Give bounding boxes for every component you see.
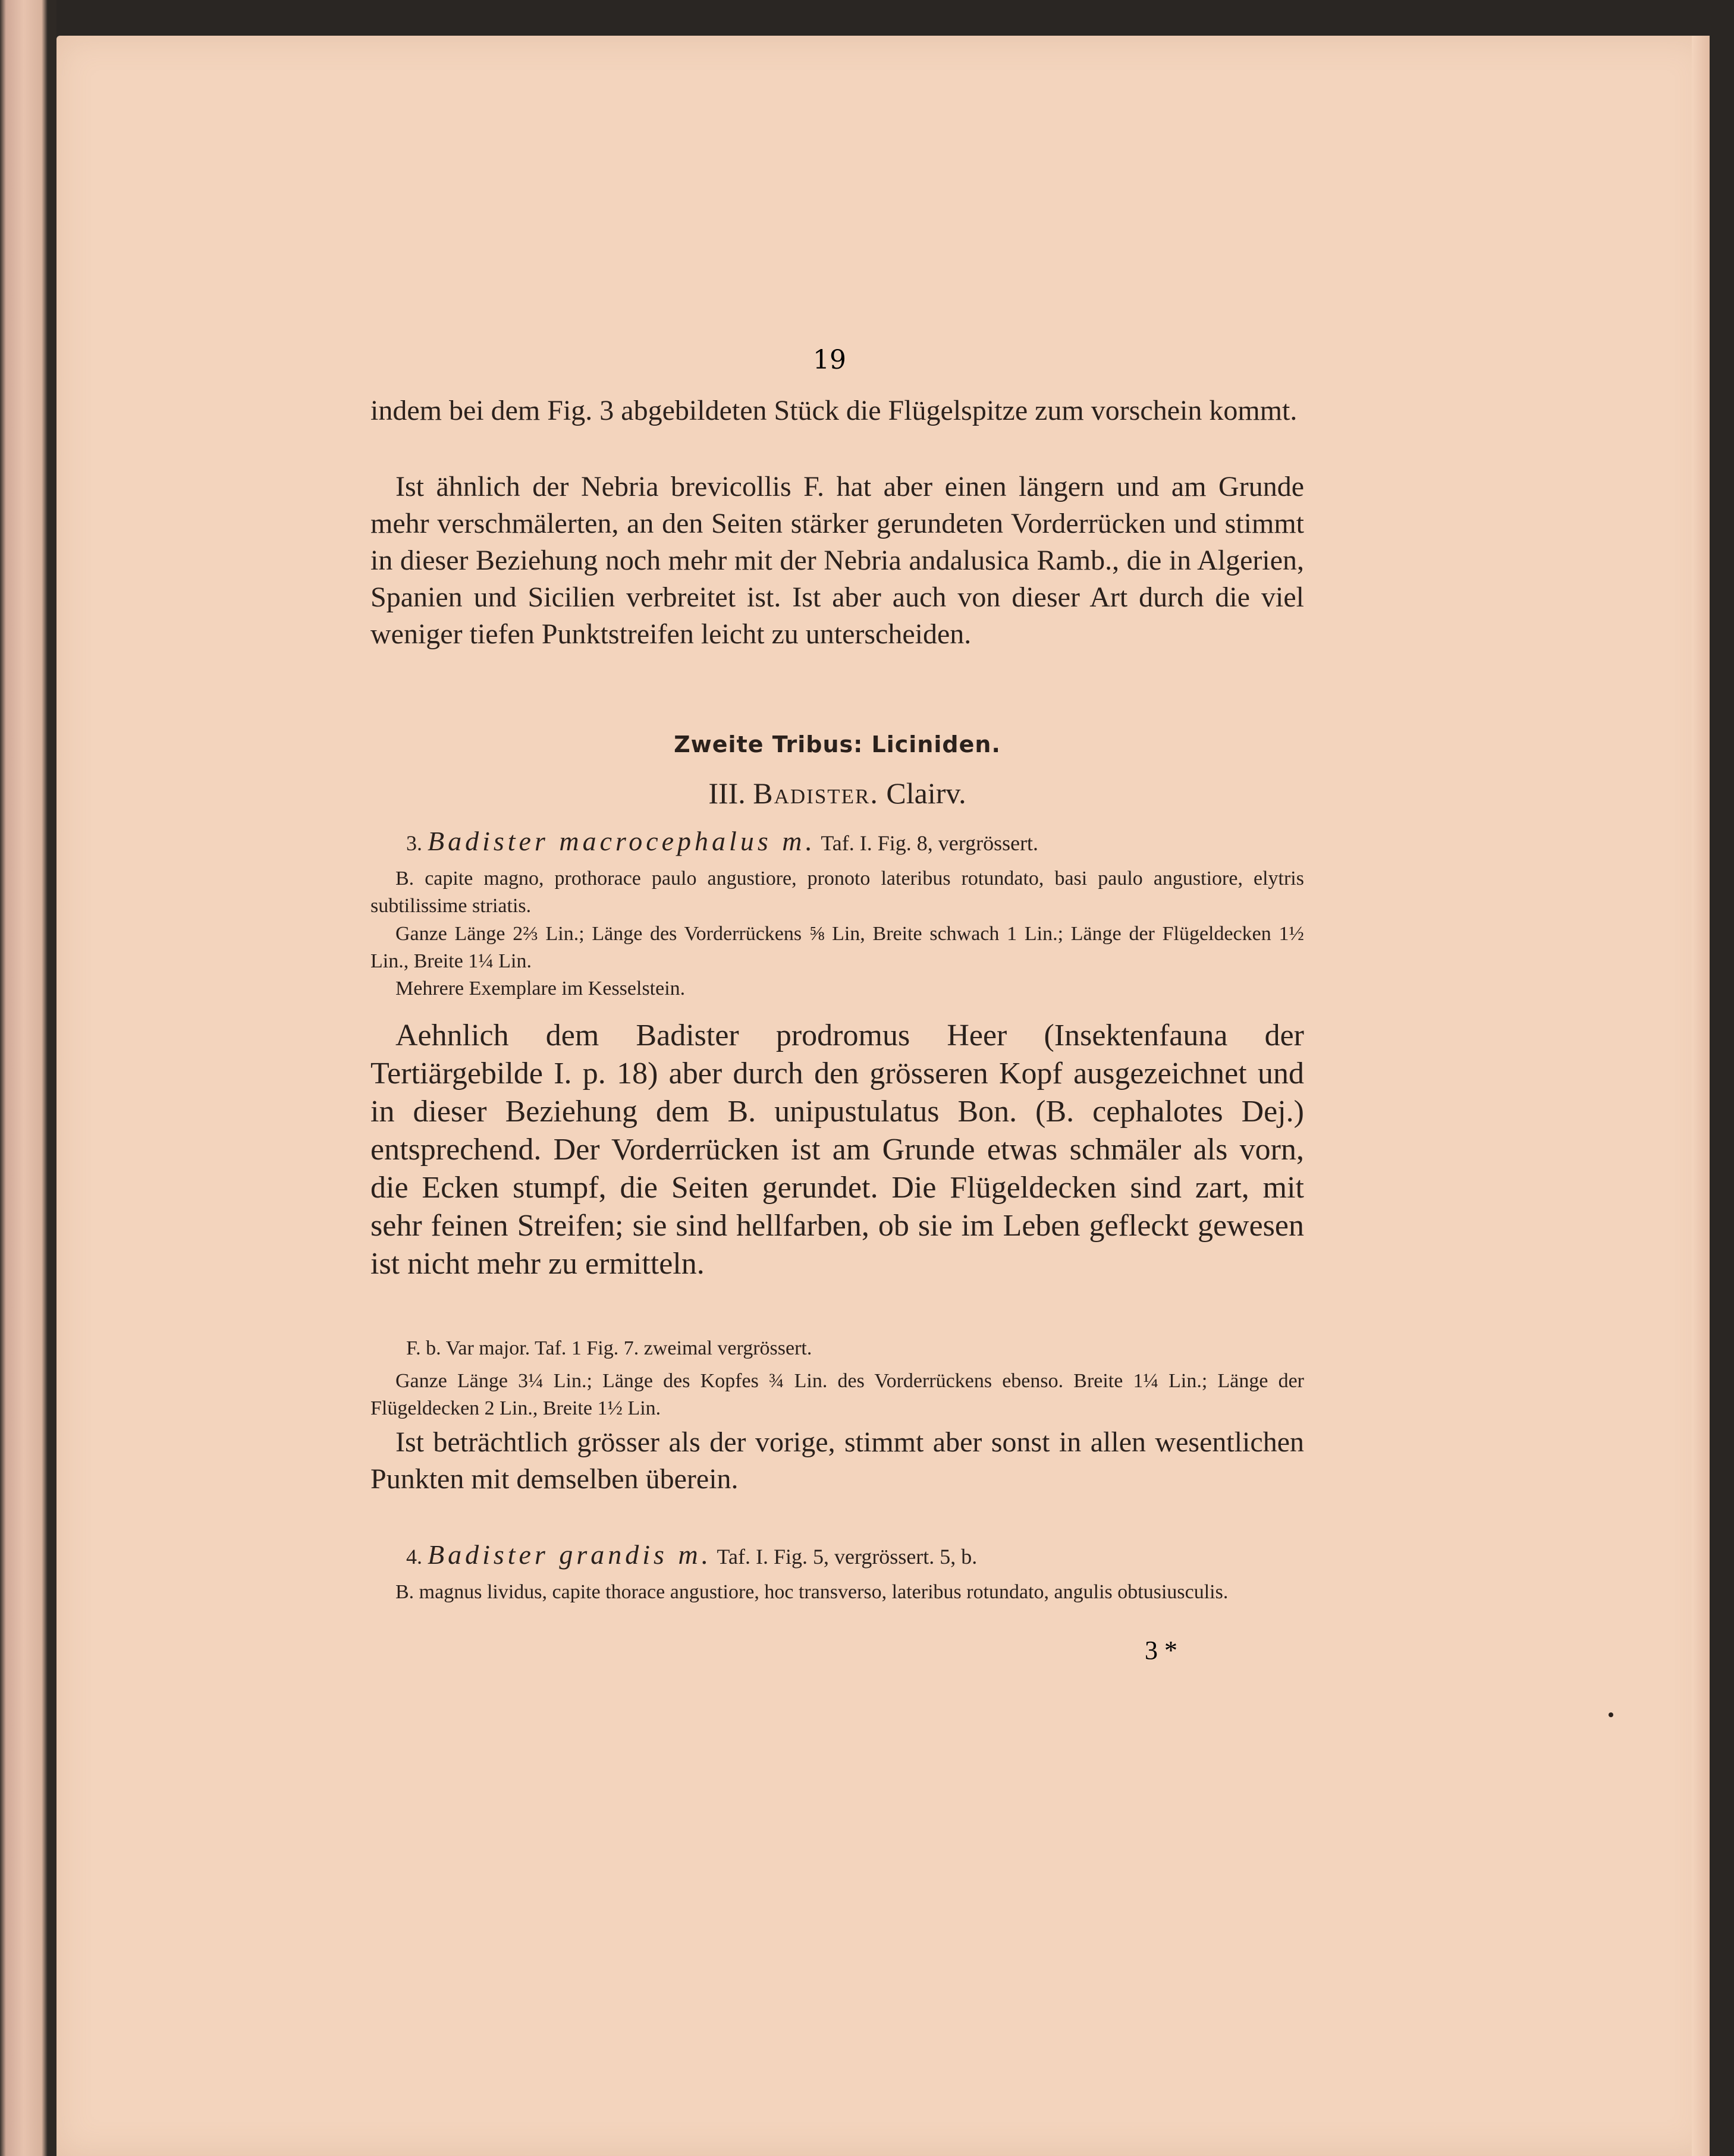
intro-paragraph-1: indem bei dem Fig. 3 abgebildeten Stück die Flügelspitze zum vorschein kommt. [370,395,1298,426]
species-3-title [406,826,1304,858]
species-4-diagnosis: B. magnus lividus, capite thorace angustiore, hoc transverso, lateribus rotundato, angulis obtusiusculis. [395,1581,1229,1603]
book-page [56,36,1710,2156]
genus-heading [370,776,1304,810]
book-binding-edge [0,0,56,2156]
species-4-name: Badister grandis m. [428,1539,712,1570]
variety-discussion: Ist beträchtlich grösser als der vorige, stimmt aber sonst in allen wesentlichen Punkten mit demselben überein. [370,1426,1304,1495]
species-4-number: 4. [406,1545,422,1569]
species-3-number: 3. [406,831,422,855]
species-4-title [406,1540,1304,1572]
species-3-diagnosis: B. capite magno, prothorace paulo angustiore, pronoto lateribus rotundato, basi paulo angustiore, elytris subtilissime striatis. [370,868,1304,917]
species-3-measurements: Ganze Länge 2⅔ Lin.; Länge des Vorderrückens ⅝ Lin, Breite schwach 1 Lin.; Länge der Flügeldecken 1½ Lin., Breite 1¼ Lin. [370,923,1304,972]
genus-name: Badister. [753,777,879,810]
genus-numeral: III. [708,777,746,810]
species-3-name: Badister macrocephalus m. [428,826,816,856]
intro-paragraph-2: Ist ähnlich der Nebria brevicollis F. hat aber einen längern und am Grunde mehr verschmälerten, an den Seiten stärker gerundeten Vorderrücken und stimmt in dieser Beziehung noch mehr mit der Nebria andalusica Ramb., die in Algerien, Spanien und Sicilien verbreitet ist. Ist aber auch von dieser Art durch die viel weniger tiefen Punktstreifen leicht zu unterscheiden. [370,471,1304,650]
variety-measurements: Ganze Länge 3¼ Lin.; Länge des Kopfes ¾ Lin. des Vorderrückens ebenso. Breite 1¼ Lin.; Länge der Flügeldecken 2 Lin., Breite 1½ Lin. [370,1370,1304,1419]
tribe-heading: Zweite Tribus: Liciniden. [674,731,1001,758]
species-3-reference: Taf. I. Fig. 8, vergrössert. [821,831,1039,855]
ink-speck [1609,1712,1613,1717]
page-right-edge [1692,36,1710,2156]
page-number: 19 [813,345,846,375]
species-3-discussion: Aehnlich dem Badister prodromus Heer (Insektenfauna der Tertiärgebilde I. p. 18) aber durch den grösseren Kopf ausgezeichnet und in dieser Beziehung dem B. unipustulatus Bon. (B. cephalotes Dej.) entsprechend. Der Vorderrücken ist am Grunde etwas schmäler als vorn, die Ecken stumpf, die Seiten gerundet. Die Flügeldecken sind zart, mit sehr feinen Streifen; sie sind hellfarben, ob sie im Leben gefleckt gewesen ist nicht mehr zu ermitteln. [370,1019,1304,1281]
variety-reference: Taf. 1 Fig. 7. zweimal vergrössert. [535,1337,812,1359]
variety-title [406,1335,1304,1362]
variety-label: F. b. Var major. [406,1337,530,1359]
species-3-material: Mehrere Exemplare im Kesselstein. [395,978,686,1000]
genus-author: Clairv. [886,777,966,810]
signature-mark: 3 * [1145,1636,1177,1665]
species-4-reference: Taf. I. Fig. 5, vergrössert. 5, b. [717,1545,978,1569]
